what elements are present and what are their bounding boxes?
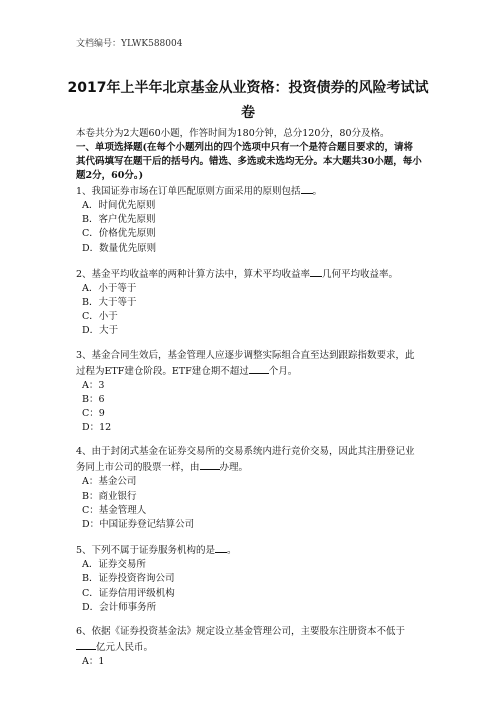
question-3 (76, 349, 422, 446)
answer-option: A：3 (82, 379, 105, 391)
answer-blank (215, 542, 227, 553)
question-stem-tail: 个月。 (268, 365, 298, 377)
answer-blank (200, 459, 220, 470)
question-2 (76, 266, 422, 349)
answer-option: C：基金管理人 (82, 504, 147, 516)
answer-option: C．价格优先原则 (82, 228, 156, 240)
answer-option: D：12 (82, 422, 112, 434)
question-5 (76, 542, 422, 625)
section-heading: 一、单项选择题(在每个小题列出的四个选项中只有一个是符合题目要求的，请将其代码填写在题干后的括号内。错选、多选或未选均无分。本大题共30小题，每小题2分，60分。) (76, 142, 422, 181)
question-1 (76, 183, 422, 266)
exam-title-line2: 卷 (241, 105, 255, 121)
question-stem-tail: 办理。 (219, 462, 249, 474)
answer-option: C：9 (82, 408, 105, 420)
exam-title-line1: 2017年上半年北京基金从业资格：投资债券的风险考试试 (67, 80, 429, 96)
question-stem (76, 349, 422, 379)
question-stem-tail: 几何平均收益率。 (322, 268, 399, 280)
answer-option: D．数量优先原则 (82, 242, 157, 254)
option-list (76, 475, 422, 532)
option-list (76, 558, 422, 615)
question-stem-text: 3、基金合同生效后，基金管理人应逐步调整实际组合直至达到跟踪指数要求，此过程为ETF建仓阶段。ETF建仓期不超过 (76, 349, 415, 377)
question-stem-text: 5、下列不属于证券服务机构的是 (76, 545, 216, 557)
question-stem-text: 1、我国证券市场在订单匹配原则方面采用的原则包括 (76, 186, 301, 197)
answer-option: A．小于等于 (82, 282, 137, 294)
answer-option: A．时间优先原则 (82, 200, 156, 211)
option-list (76, 282, 422, 339)
answer-blank (76, 639, 96, 650)
document-number: 文档编号：YLWK588004 (76, 39, 183, 49)
answer-option: B．客户优先原则 (82, 214, 156, 226)
answer-option: A：1 (82, 656, 105, 668)
question-stem-tail: 。 (312, 186, 323, 197)
answer-option: D．大于 (82, 325, 119, 337)
answer-option: A．证券交易所 (82, 559, 146, 571)
answer-option: C．小于 (82, 311, 118, 323)
question-stem (76, 266, 422, 282)
answer-option: B．证券投资咨询公司 (82, 573, 175, 585)
question-stem (76, 542, 422, 558)
option-list (76, 199, 422, 256)
option-list (76, 655, 422, 669)
answer-option: B：商业银行 (82, 490, 137, 502)
answer-option: C．证券信用评级机构 (82, 587, 175, 599)
question-stem-tail: 。 (227, 545, 237, 557)
question-stem-tail: 亿元人民币。 (96, 642, 154, 654)
answer-option: D．会计师事务所 (82, 601, 157, 613)
exam-intro: 本卷共分为2大题60小题，作答时间为180分钟，总分120分，80分及格。 (76, 128, 390, 139)
question-6 (76, 625, 422, 669)
question-stem (76, 183, 422, 199)
question-stem-text: 6、依据《证券投资基金法》规定设立基金管理公司，主要股东注册资本不低于 (76, 626, 406, 638)
question-list (76, 183, 422, 669)
answer-option: A：基金公司 (82, 476, 137, 488)
question-stem-text: 4、由于封闭式基金在证券交易所的交易系统内进行竞价交易，因此其注册登记业务同上市公司的股票一样，由 (76, 446, 415, 474)
answer-blank (249, 363, 269, 374)
answer-option: B：6 (82, 393, 105, 405)
question-stem (76, 445, 422, 475)
option-list (76, 379, 422, 436)
answer-blank (301, 183, 313, 194)
answer-option: B．大于等于 (82, 297, 137, 309)
question-4 (76, 445, 422, 542)
question-stem-text: 2、基金平均收益率的两种计算方法中，算术平均收益率 (76, 268, 311, 280)
question-stem (76, 625, 422, 655)
answer-option: D：中国证券登记结算公司 (82, 519, 195, 531)
answer-blank (310, 266, 322, 277)
